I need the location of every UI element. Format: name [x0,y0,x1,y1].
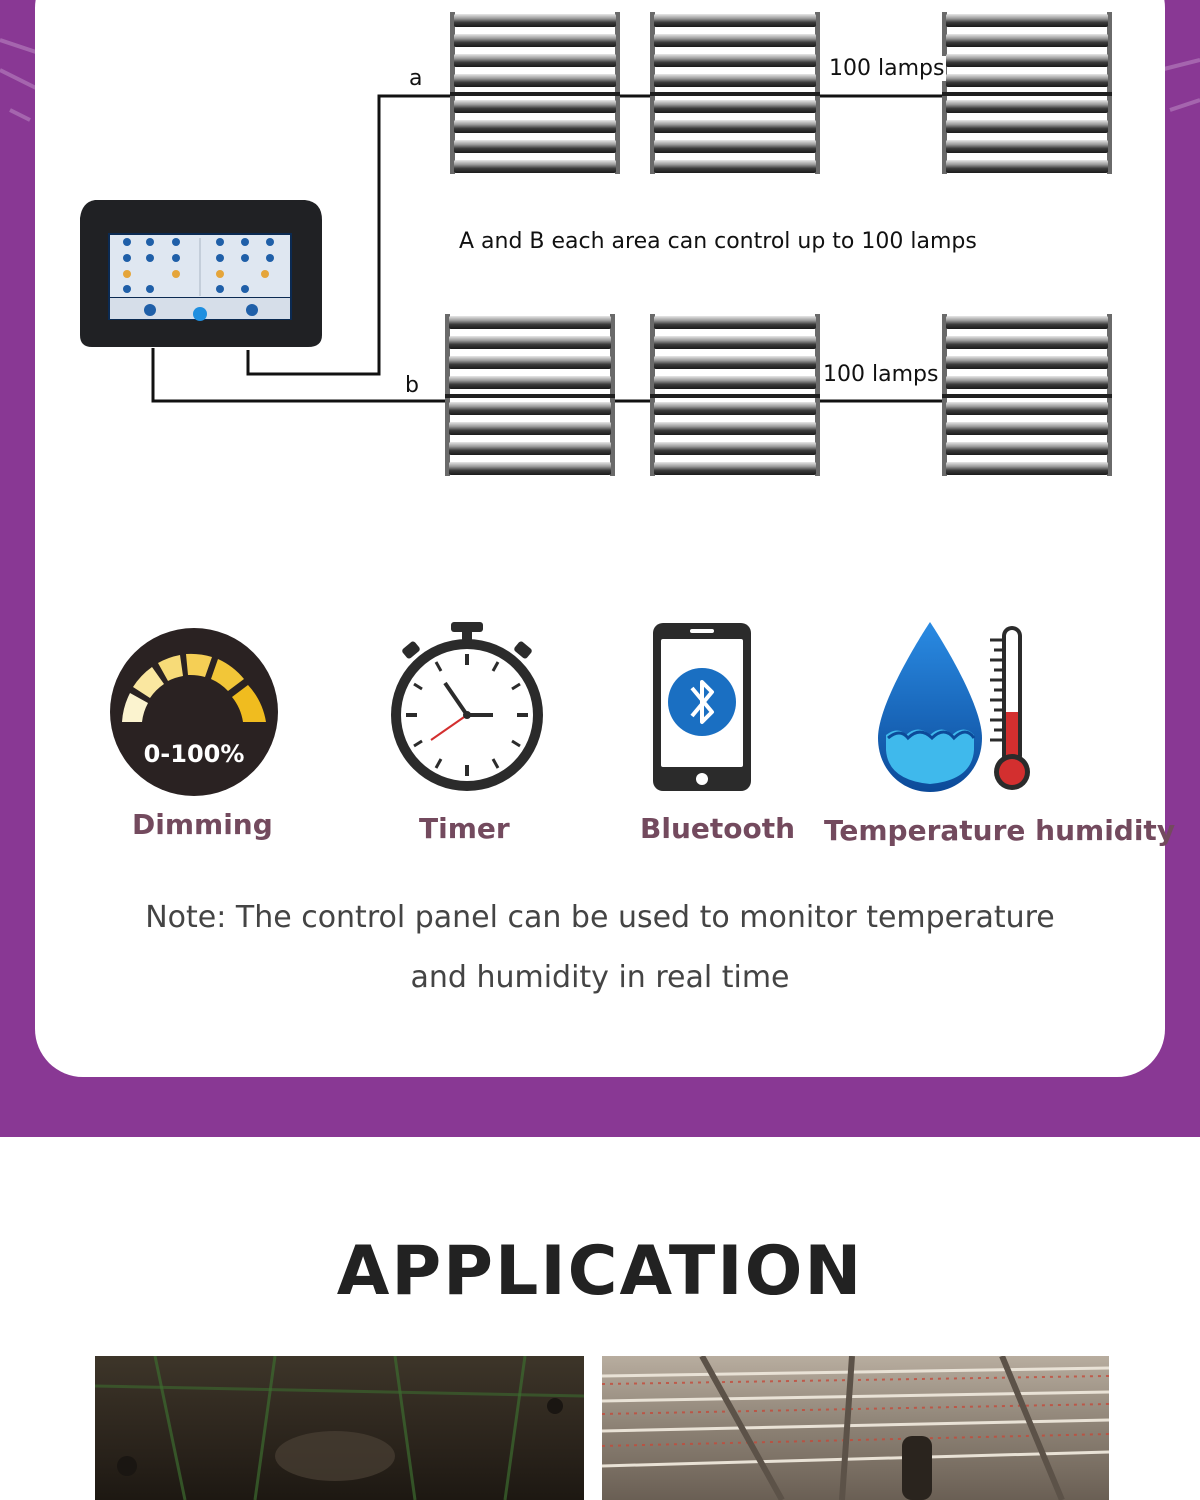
wire-a-label: a [409,66,423,91]
application-heading: APPLICATION [336,1232,864,1311]
feature-label-bluetooth: Bluetooth [640,812,796,845]
controller-device [80,200,322,347]
feature-label-timer: Timer [419,812,510,845]
lamp-fixture [650,12,820,174]
wire-b-label: b [405,373,419,398]
lamp-fixture [445,314,615,476]
feature-label-temperature-humidity: Temperature humidity [824,814,1176,847]
note-line-1: Note: The control panel can be used to monitor temperature [145,900,1055,935]
bluetooth-phone-icon [652,622,752,792]
lamp-fixture [942,12,1112,174]
gauge-percent-text: 0-100% [143,740,245,768]
application-photo-vertical-farm [602,1356,1109,1500]
note-line-2: and humidity in real time [410,960,790,995]
application-photo-grow-tent [95,1356,584,1500]
dimming-gauge-icon [108,627,280,797]
diagram-caption: A and B each area can control up to 100 lamps [459,229,977,254]
lamp-fixture [942,314,1112,476]
lamp-fixture [450,12,620,174]
lamp-fixture [650,314,820,476]
water-drop-thermometer-icon [876,620,1036,795]
stopwatch-icon [385,620,549,795]
feature-label-dimming: Dimming [132,808,273,841]
lamps-count-b: 100 lamps [823,362,939,387]
lamps-count-a: 100 lamps [829,56,945,81]
wiring-diagram [0,0,1200,520]
